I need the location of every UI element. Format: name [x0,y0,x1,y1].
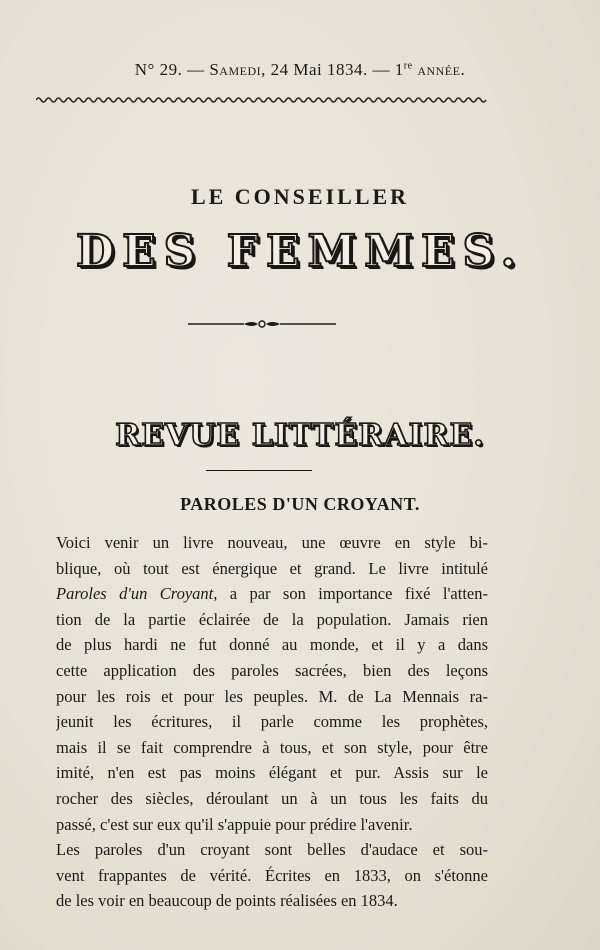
issue-header [0,60,600,80]
issue-year-superscript: re [403,60,413,72]
issue-number: N° 29. [134,60,183,79]
masthead-line-2: DES FEMMES. [75,226,525,277]
text-line: Paroles d'un Croyant, a par son importance fixé l'atten- [56,584,488,604]
ornamental-divider [188,316,336,332]
text-line: Voici venir un livre nouveau, une œuvre en style bi- [56,533,488,552]
text-line: cette application des paroles sacrées, bien des leçons [56,660,488,680]
text-line: Les paroles d'un croyant sont belles d'audace et sou- [56,840,488,860]
article-title: PAROLES D'UN CROYANT. [180,494,420,514]
issue-year-number: 1 [394,60,404,79]
text-line: rocher des siècles, déroulant un à un tous les faits du [56,788,488,808]
text-line: de plus hardi ne fut donné au monde, et il y a dans [56,635,488,655]
section-rule [206,470,312,471]
section-title: REVUE LITTÉRAIRE. [115,418,485,453]
article-body [56,530,488,914]
text-line: jeunit les écritures, il parle comme les prophètes, [56,712,488,732]
masthead-line-1: LE CONSEILLER [190,184,410,209]
wavy-divider [36,96,488,104]
text-line: mais il se fait comprendre à tous, et son style, pour être [56,737,488,757]
issue-year-word: année. [417,60,466,79]
text-line: tion de la partie éclairée de la population. Jamais rien [56,609,488,629]
issue-day: Samedi, [209,60,266,79]
issue-date: 24 Mai 1834. [270,60,368,79]
text-line: blique, où tout est énergique et grand. Le livre intitulé [56,558,488,578]
header-dash: — [187,60,205,79]
text-line: imité, n'en est pas moins élégant et pur. Assis sur le [56,763,488,783]
text-line: passé, c'est sur eux qu'il s'appuie pour prédire l'avenir. [56,814,413,834]
text-line: de les voir en beaucoup de points réalisées en 1834. [56,891,398,911]
header-dash-2: — [372,60,391,79]
text-line: pour les rois et pour les peuples. M. de La Mennais ra- [56,686,488,706]
text-line: vent frappantes de vérité. Écrites en 1833, on s'étonne [56,865,488,885]
